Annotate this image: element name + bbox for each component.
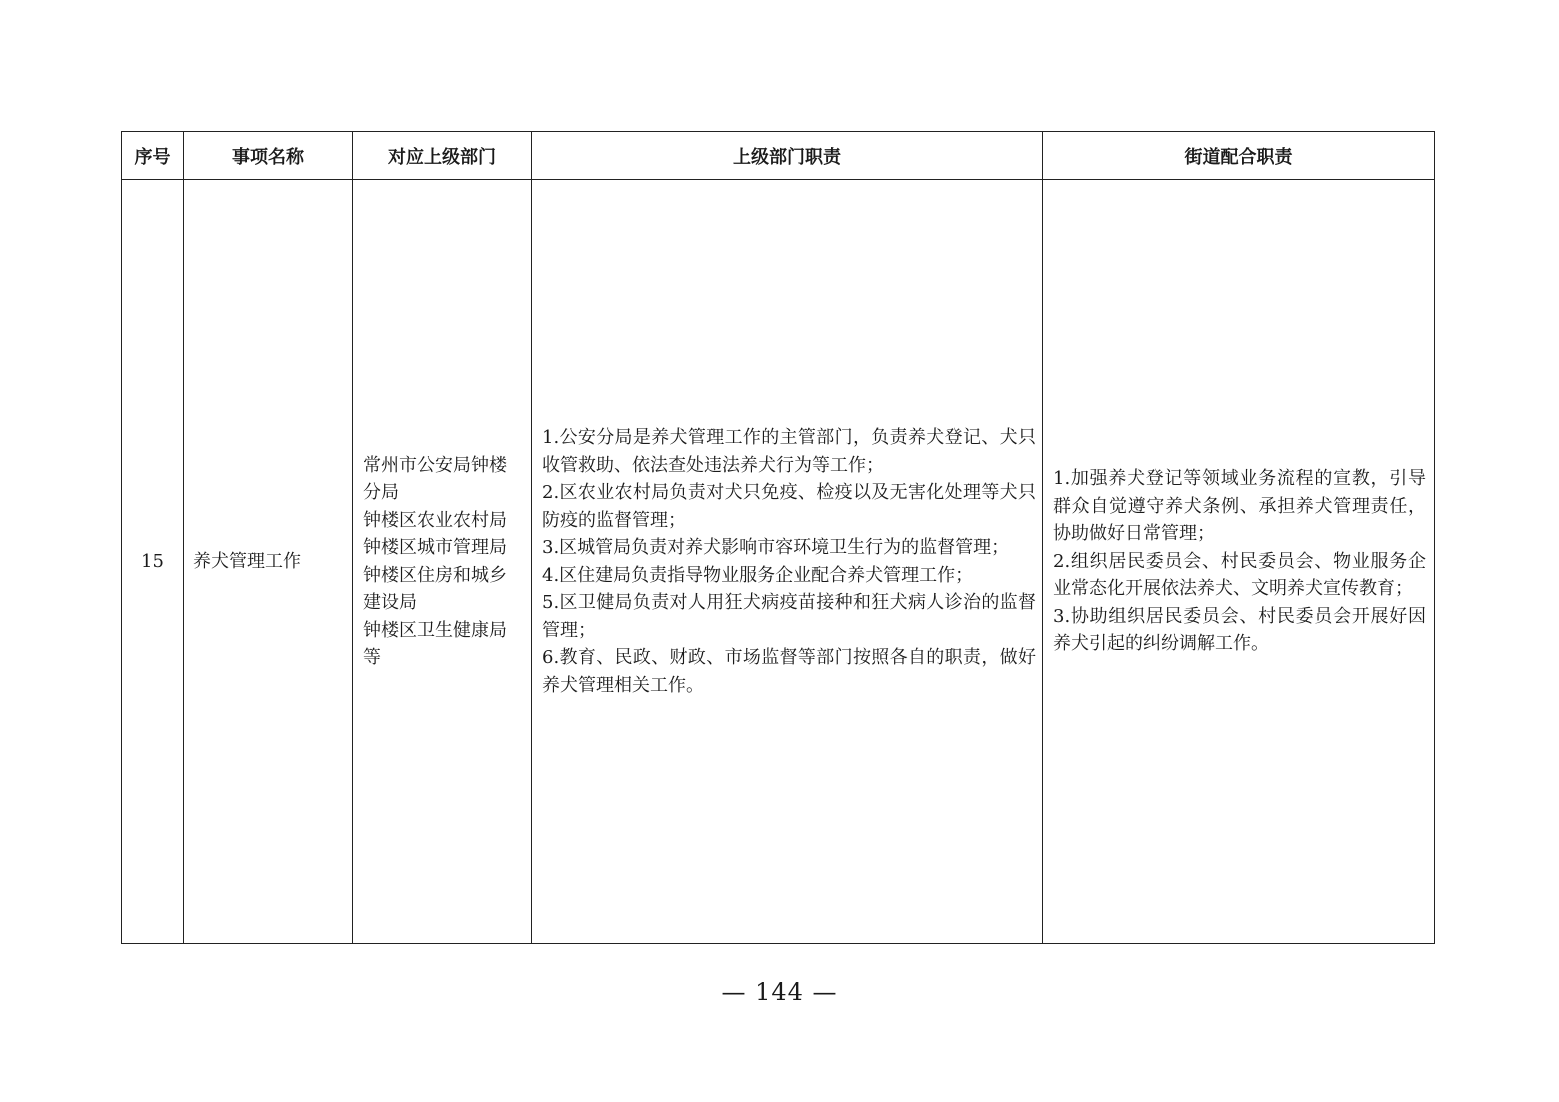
cell-street-duties — [1043, 180, 1435, 944]
street-duty-item: 2.组织居民委员会、村民委员会、物业服务企业常态化开展依法养犬、文明养犬宣传教育； — [1053, 550, 1426, 600]
department-item: 钟楼区农业农村局 — [363, 509, 507, 531]
header-name: 事项名称 — [184, 132, 353, 180]
header-street-duty: 街道配合职责 — [1043, 132, 1435, 180]
upper-duty-item: 5.区卫健局负责对人用狂犬病疫苗接种和狂犬病人诊治的监督管理； — [542, 592, 1036, 641]
department-item: 钟楼区住房和城乡建设局 — [363, 564, 507, 613]
department-item: 钟楼区卫生健康局等 — [363, 619, 507, 668]
header-no: 序号 — [122, 132, 184, 180]
street-duty-item: 1.加强养犬登记等领域业务流程的宣教，引导群众自觉遵守养犬条例、承担养犬管理责任，协助做好日常管理； — [1053, 468, 1426, 545]
upper-duty-item: 6.教育、民政、财政、市场监督等部门按照各自的职责，做好养犬管理相关工作。 — [542, 647, 1036, 696]
department-item: 常州市公安局钟楼分局 — [363, 454, 507, 503]
page-number: — 144 — — [721, 978, 838, 1006]
header-upper-duty: 上级部门职责 — [532, 132, 1043, 180]
cell-no: 15 — [122, 180, 184, 944]
cell-name: 养犬管理工作 — [184, 180, 353, 944]
department-item: 钟楼区城市管理局 — [363, 537, 507, 558]
upper-duty-item: 4.区住建局负责指导物业服务企业配合养犬管理工作； — [542, 564, 974, 586]
table-header-row — [122, 132, 1435, 180]
header-dept: 对应上级部门 — [353, 132, 532, 180]
cell-departments — [353, 180, 532, 944]
table-row — [122, 180, 1435, 944]
upper-duty-item: 2.区农业农村局负责对犬只免疫、检疫以及无害化处理等犬只防疫的监督管理； — [542, 482, 1036, 531]
upper-duty-item: 3.区城管局负责对养犬影响市容环境卫生行为的监督管理； — [542, 537, 1010, 558]
upper-duty-item: 1.公安分局是养犬管理工作的主管部门，负责养犬登记、犬只收管救助、依法查处违法养犬行为等工作； — [542, 427, 1036, 476]
street-duty-item: 3.协助组织居民委员会、村民委员会开展好因养犬引起的纠纷调解工作。 — [1053, 605, 1426, 655]
cell-upper-duties — [532, 180, 1043, 944]
duty-table — [121, 131, 1435, 944]
